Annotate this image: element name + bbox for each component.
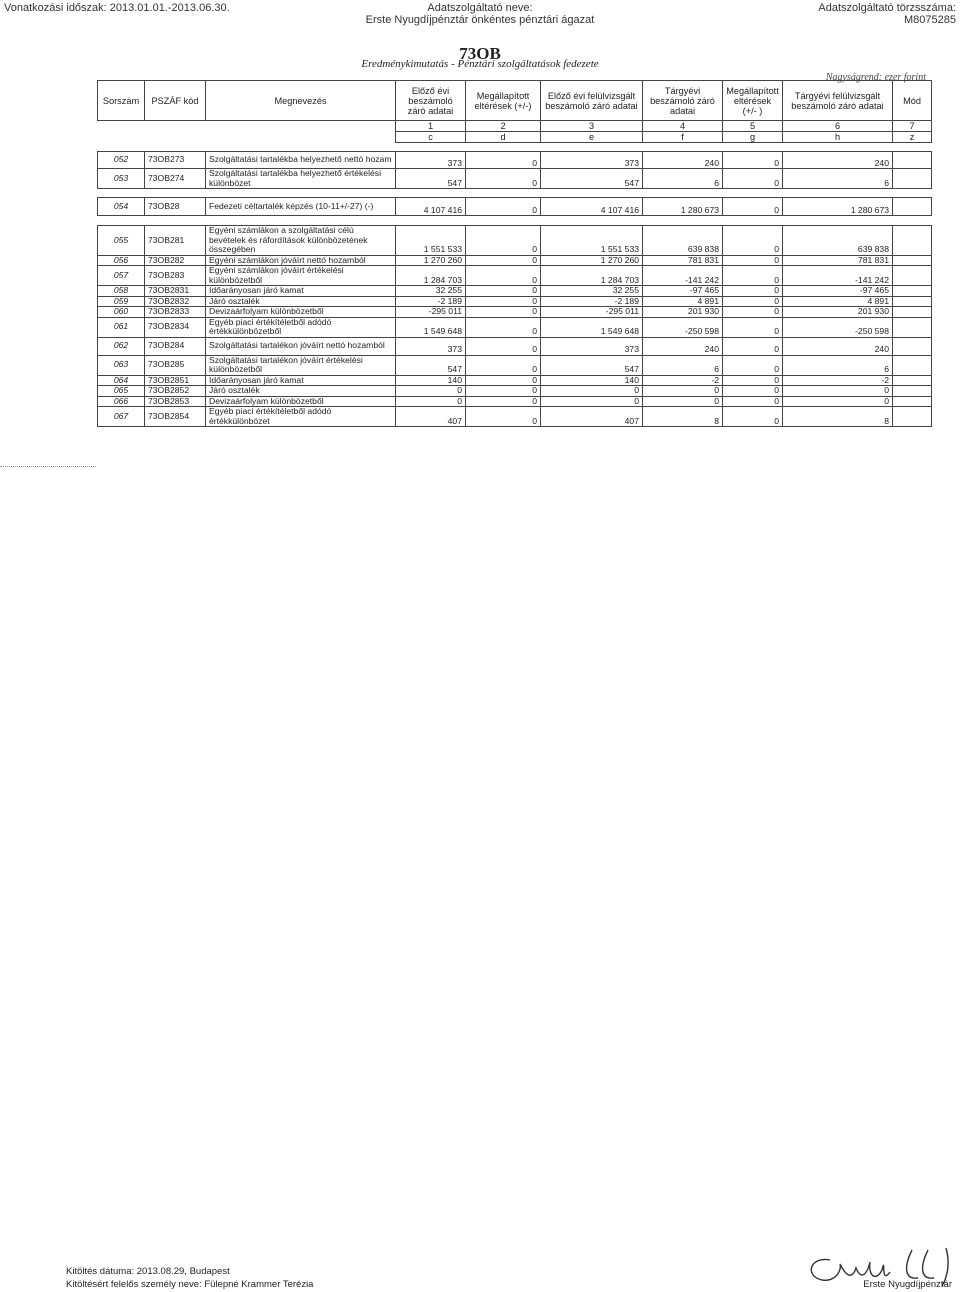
row-value-3: 1 270 260: [541, 255, 643, 266]
row-mod: [893, 169, 932, 189]
row-pszaf-code: 73OB274: [145, 169, 206, 189]
row-value-4: 0: [643, 396, 723, 407]
row-sorszam: 059: [98, 296, 145, 307]
row-value-3: 0: [541, 386, 643, 397]
row-mod: [893, 152, 932, 169]
row-mod: [893, 407, 932, 427]
row-pszaf-code: 73OB281: [145, 226, 206, 256]
col-sorszam: Sorszám: [98, 81, 145, 121]
row-value-5: 0: [723, 317, 783, 337]
row-value-5: 0: [723, 152, 783, 169]
row-mod: [893, 337, 932, 355]
row-value-5: 0: [723, 226, 783, 256]
table-row: [98, 337, 932, 355]
col-num-5: 5: [723, 121, 783, 132]
row-value-5: 0: [723, 355, 783, 375]
row-value-2: 0: [466, 169, 541, 189]
row-value-6: -250 598: [783, 317, 893, 337]
row-value-4: 240: [643, 337, 723, 355]
row-value-3: 373: [541, 152, 643, 169]
table-row: [98, 152, 932, 169]
row-value-1: 0: [396, 396, 466, 407]
row-name: Devizaárfolyam különbözetből: [206, 307, 396, 318]
row-name: Egyéb piaci értékítéletből adódó értékkülönbözet: [206, 407, 396, 427]
col-1: Előző évi beszámoló záró adatai: [396, 81, 466, 121]
row-spacer: [98, 216, 932, 226]
row-value-6: 781 831: [783, 255, 893, 266]
row-pszaf-code: 73OB285: [145, 355, 206, 375]
row-value-3: 407: [541, 407, 643, 427]
col-7: Mód: [893, 81, 932, 121]
table-row: [98, 355, 932, 375]
row-sorszam: 055: [98, 226, 145, 256]
row-value-3: 547: [541, 355, 643, 375]
table-row: [98, 169, 932, 189]
table-row: [98, 375, 932, 386]
row-value-6: 6: [783, 169, 893, 189]
col-letter-g: g: [723, 132, 783, 143]
col-letter-d: d: [466, 132, 541, 143]
table-row: [98, 307, 932, 318]
row-sorszam: 053: [98, 169, 145, 189]
col-num-2: 2: [466, 121, 541, 132]
col-letter-z: z: [893, 132, 932, 143]
col-6: Tárgyévi felülvizsgált beszámoló záró adatai: [783, 81, 893, 121]
row-mod: [893, 286, 932, 297]
table-row: [98, 226, 932, 256]
row-value-1: 1 284 703: [396, 266, 466, 286]
row-value-6: 6: [783, 355, 893, 375]
registry-block: [818, 2, 956, 26]
row-mod: [893, 198, 932, 216]
row-value-4: -250 598: [643, 317, 723, 337]
table-row: [98, 198, 932, 216]
row-pszaf-code: 73OB2854: [145, 407, 206, 427]
row-value-6: 639 838: [783, 226, 893, 256]
row-name: Szolgáltatási tartalékba helyezhető értékelési különbözet: [206, 169, 396, 189]
row-value-3: 4 107 416: [541, 198, 643, 216]
table-row: [98, 396, 932, 407]
row-value-4: -97 465: [643, 286, 723, 297]
row-value-4: -141 242: [643, 266, 723, 286]
row-sorszam: 062: [98, 337, 145, 355]
row-mod: [893, 375, 932, 386]
row-mod: [893, 386, 932, 397]
row-value-4: 1 280 673: [643, 198, 723, 216]
row-name: Devizaárfolyam különbözetből: [206, 396, 396, 407]
row-value-2: 0: [466, 286, 541, 297]
spacer-cell: [98, 189, 932, 198]
table-row: [98, 317, 932, 337]
row-value-1: 547: [396, 169, 466, 189]
col-num-6: 6: [783, 121, 893, 132]
row-mod: [893, 266, 932, 286]
col-num-7: 7: [893, 121, 932, 132]
row-sorszam: 061: [98, 317, 145, 337]
row-name: Egyéni számlákon a szolgáltatási célú bevételek és ráfordítások különbözetének összegében: [206, 226, 396, 256]
table-row: [98, 255, 932, 266]
row-pszaf-code: 73OB284: [145, 337, 206, 355]
row-value-6: 201 930: [783, 307, 893, 318]
row-value-4: 781 831: [643, 255, 723, 266]
row-value-5: 0: [723, 286, 783, 297]
row-value-2: 0: [466, 386, 541, 397]
row-sorszam: 063: [98, 355, 145, 375]
row-value-1: 1 270 260: [396, 255, 466, 266]
row-value-6: 0: [783, 386, 893, 397]
row-mod: [893, 355, 932, 375]
col-letter-c: c: [396, 132, 466, 143]
row-spacer: [98, 189, 932, 198]
row-value-1: 0: [396, 386, 466, 397]
row-value-2: 0: [466, 296, 541, 307]
row-value-1: 407: [396, 407, 466, 427]
row-value-1: -2 189: [396, 296, 466, 307]
row-value-6: -97 465: [783, 286, 893, 297]
row-value-6: 1 280 673: [783, 198, 893, 216]
row-value-4: 8: [643, 407, 723, 427]
row-sorszam: 056: [98, 255, 145, 266]
row-value-2: 0: [466, 198, 541, 216]
row-value-4: -2: [643, 375, 723, 386]
row-sorszam: 066: [98, 396, 145, 407]
row-name: Szolgáltatási tartalékon jóváírt nettó hozamból: [206, 337, 396, 355]
row-value-6: -141 242: [783, 266, 893, 286]
row-value-5: 0: [723, 396, 783, 407]
row-value-1: 373: [396, 152, 466, 169]
row-value-4: 0: [643, 386, 723, 397]
col-pszaf: PSZÁF kód: [145, 81, 206, 121]
row-value-3: 373: [541, 337, 643, 355]
col-3: Előző évi felülvizsgált beszámoló záró adatai: [541, 81, 643, 121]
row-value-2: 0: [466, 226, 541, 256]
row-value-5: 0: [723, 255, 783, 266]
row-value-3: -2 189: [541, 296, 643, 307]
row-name: Fedezeti céltartalék képzés (10-11+/-27) (-): [206, 198, 396, 216]
row-mod: [893, 255, 932, 266]
row-value-2: 0: [466, 396, 541, 407]
responsible-person: Kitöltésért felelős személy neve: Fülepné Krammer Terézia: [66, 1279, 314, 1290]
row-pszaf-code: 73OB2832: [145, 296, 206, 307]
registry-label: Adatszolgáltató törzsszáma:: [818, 2, 956, 14]
row-pszaf-code: 73OB273: [145, 152, 206, 169]
row-value-1: 1 551 533: [396, 226, 466, 256]
row-value-2: 0: [466, 152, 541, 169]
row-pszaf-code: 73OB28: [145, 198, 206, 216]
row-pszaf-code: 73OB2834: [145, 317, 206, 337]
row-value-2: 0: [466, 307, 541, 318]
row-sorszam: 060: [98, 307, 145, 318]
row-value-4: 6: [643, 355, 723, 375]
provider-block: [0, 2, 960, 26]
spacer-cell: [98, 143, 932, 152]
row-value-4: 639 838: [643, 226, 723, 256]
row-value-5: 0: [723, 266, 783, 286]
row-pszaf-code: 73OB2851: [145, 375, 206, 386]
row-value-3: 140: [541, 375, 643, 386]
report-table: [97, 80, 932, 427]
provider-label: Adatszolgáltató neve:: [427, 2, 533, 14]
period-label: Vonatkozási időszak: 2013.01.01.-2013.06.30.: [4, 2, 230, 14]
letter-row: [98, 132, 932, 143]
row-name: Egyéni számlákon jóváírt nettó hozamból: [206, 255, 396, 266]
row-value-6: 240: [783, 337, 893, 355]
row-mod: [893, 226, 932, 256]
row-value-5: 0: [723, 307, 783, 318]
row-pszaf-code: 73OB2831: [145, 286, 206, 297]
row-value-2: 0: [466, 266, 541, 286]
col-num-1: 1: [396, 121, 466, 132]
spacer-cell: [98, 216, 932, 226]
row-value-3: 0: [541, 396, 643, 407]
row-value-2: 0: [466, 317, 541, 337]
row-value-5: 0: [723, 169, 783, 189]
table-row: [98, 407, 932, 427]
row-name: Járó osztalék: [206, 386, 396, 397]
unit-label: Nagyságrend: ezer forint: [825, 72, 926, 83]
row-value-6: 240: [783, 152, 893, 169]
row-sorszam: 064: [98, 375, 145, 386]
table-row: [98, 266, 932, 286]
row-mod: [893, 296, 932, 307]
col-megnevezes: Megnevezés: [206, 81, 396, 121]
row-mod: [893, 396, 932, 407]
organization-name: Erste Nyugdíjpénztár: [863, 1279, 952, 1290]
row-value-5: 0: [723, 198, 783, 216]
registry-number: M8075285: [904, 14, 956, 26]
row-sorszam: 067: [98, 407, 145, 427]
row-value-5: 0: [723, 337, 783, 355]
row-value-6: 4 891: [783, 296, 893, 307]
number-row: [98, 121, 932, 132]
row-value-2: 0: [466, 355, 541, 375]
col-2: Megállapított eltérések (+/-): [466, 81, 541, 121]
fill-date: Kitöltés dátuma: 2013.08.29, Budapest: [66, 1266, 230, 1277]
row-mod: [893, 317, 932, 337]
row-name: Járó osztalék: [206, 296, 396, 307]
row-name: Időarányosan járó kamat: [206, 375, 396, 386]
row-value-5: 0: [723, 375, 783, 386]
row-sorszam: 065: [98, 386, 145, 397]
row-value-1: -295 011: [396, 307, 466, 318]
row-pszaf-code: 73OB2852: [145, 386, 206, 397]
row-name: Egyéni számlákon jóváírt értékelési különbözetből: [206, 266, 396, 286]
col-letter-e: e: [541, 132, 643, 143]
row-value-6: 0: [783, 396, 893, 407]
row-value-1: 373: [396, 337, 466, 355]
col-4: Tárgyévi beszámoló záró adatai: [643, 81, 723, 121]
row-value-5: 0: [723, 386, 783, 397]
row-value-2: 0: [466, 337, 541, 355]
row-value-3: 1 284 703: [541, 266, 643, 286]
row-sorszam: 058: [98, 286, 145, 297]
col-letter-f: f: [643, 132, 723, 143]
row-value-4: 201 930: [643, 307, 723, 318]
row-value-6: 8: [783, 407, 893, 427]
provider-name: Erste Nyugdíjpénztár önkéntes pénztári ágazat: [365, 14, 595, 26]
row-value-1: 32 255: [396, 286, 466, 297]
page-subtitle: Eredménykimutatás - Pénztári szolgáltatások fedezete: [361, 58, 599, 70]
row-name: Szolgáltatási tartalékon jóváírt értékelési különbözetből: [206, 355, 396, 375]
row-name: Szolgáltatási tartalékba helyezhető nettó hozam: [206, 152, 396, 169]
row-value-3: 547: [541, 169, 643, 189]
row-sorszam: 054: [98, 198, 145, 216]
row-sorszam: 057: [98, 266, 145, 286]
row-value-2: 0: [466, 255, 541, 266]
dotted-divider: [0, 466, 96, 467]
row-value-3: 1 549 648: [541, 317, 643, 337]
row-value-5: 0: [723, 296, 783, 307]
row-value-4: 4 891: [643, 296, 723, 307]
row-value-3: -295 011: [541, 307, 643, 318]
row-pszaf-code: 73OB282: [145, 255, 206, 266]
row-value-5: 0: [723, 407, 783, 427]
header-row: [98, 81, 932, 121]
row-sorszam: 052: [98, 152, 145, 169]
col-5: Megállapított eltérések (+/- ): [723, 81, 783, 121]
table-row: [98, 386, 932, 397]
row-value-1: 4 107 416: [396, 198, 466, 216]
row-pszaf-code: 73OB2833: [145, 307, 206, 318]
row-pszaf-code: 73OB283: [145, 266, 206, 286]
col-letter-h: h: [783, 132, 893, 143]
row-value-2: 0: [466, 407, 541, 427]
row-pszaf-code: 73OB2853: [145, 396, 206, 407]
row-spacer: [98, 143, 932, 152]
col-num-3: 3: [541, 121, 643, 132]
row-value-6: -2: [783, 375, 893, 386]
row-name: Egyéb piaci értékítéletből adódó értékkülönbözetből: [206, 317, 396, 337]
report-rows: [98, 143, 932, 427]
table-row: [98, 296, 932, 307]
row-mod: [893, 307, 932, 318]
table-row: [98, 286, 932, 297]
row-value-2: 0: [466, 375, 541, 386]
row-value-1: 1 549 648: [396, 317, 466, 337]
row-name: Időarányosan járó kamat: [206, 286, 396, 297]
row-value-4: 240: [643, 152, 723, 169]
row-value-3: 1 551 533: [541, 226, 643, 256]
row-value-3: 32 255: [541, 286, 643, 297]
col-num-4: 4: [643, 121, 723, 132]
page-title: 73OB: [459, 44, 501, 63]
row-value-4: 6: [643, 169, 723, 189]
row-value-1: 547: [396, 355, 466, 375]
row-value-1: 140: [396, 375, 466, 386]
